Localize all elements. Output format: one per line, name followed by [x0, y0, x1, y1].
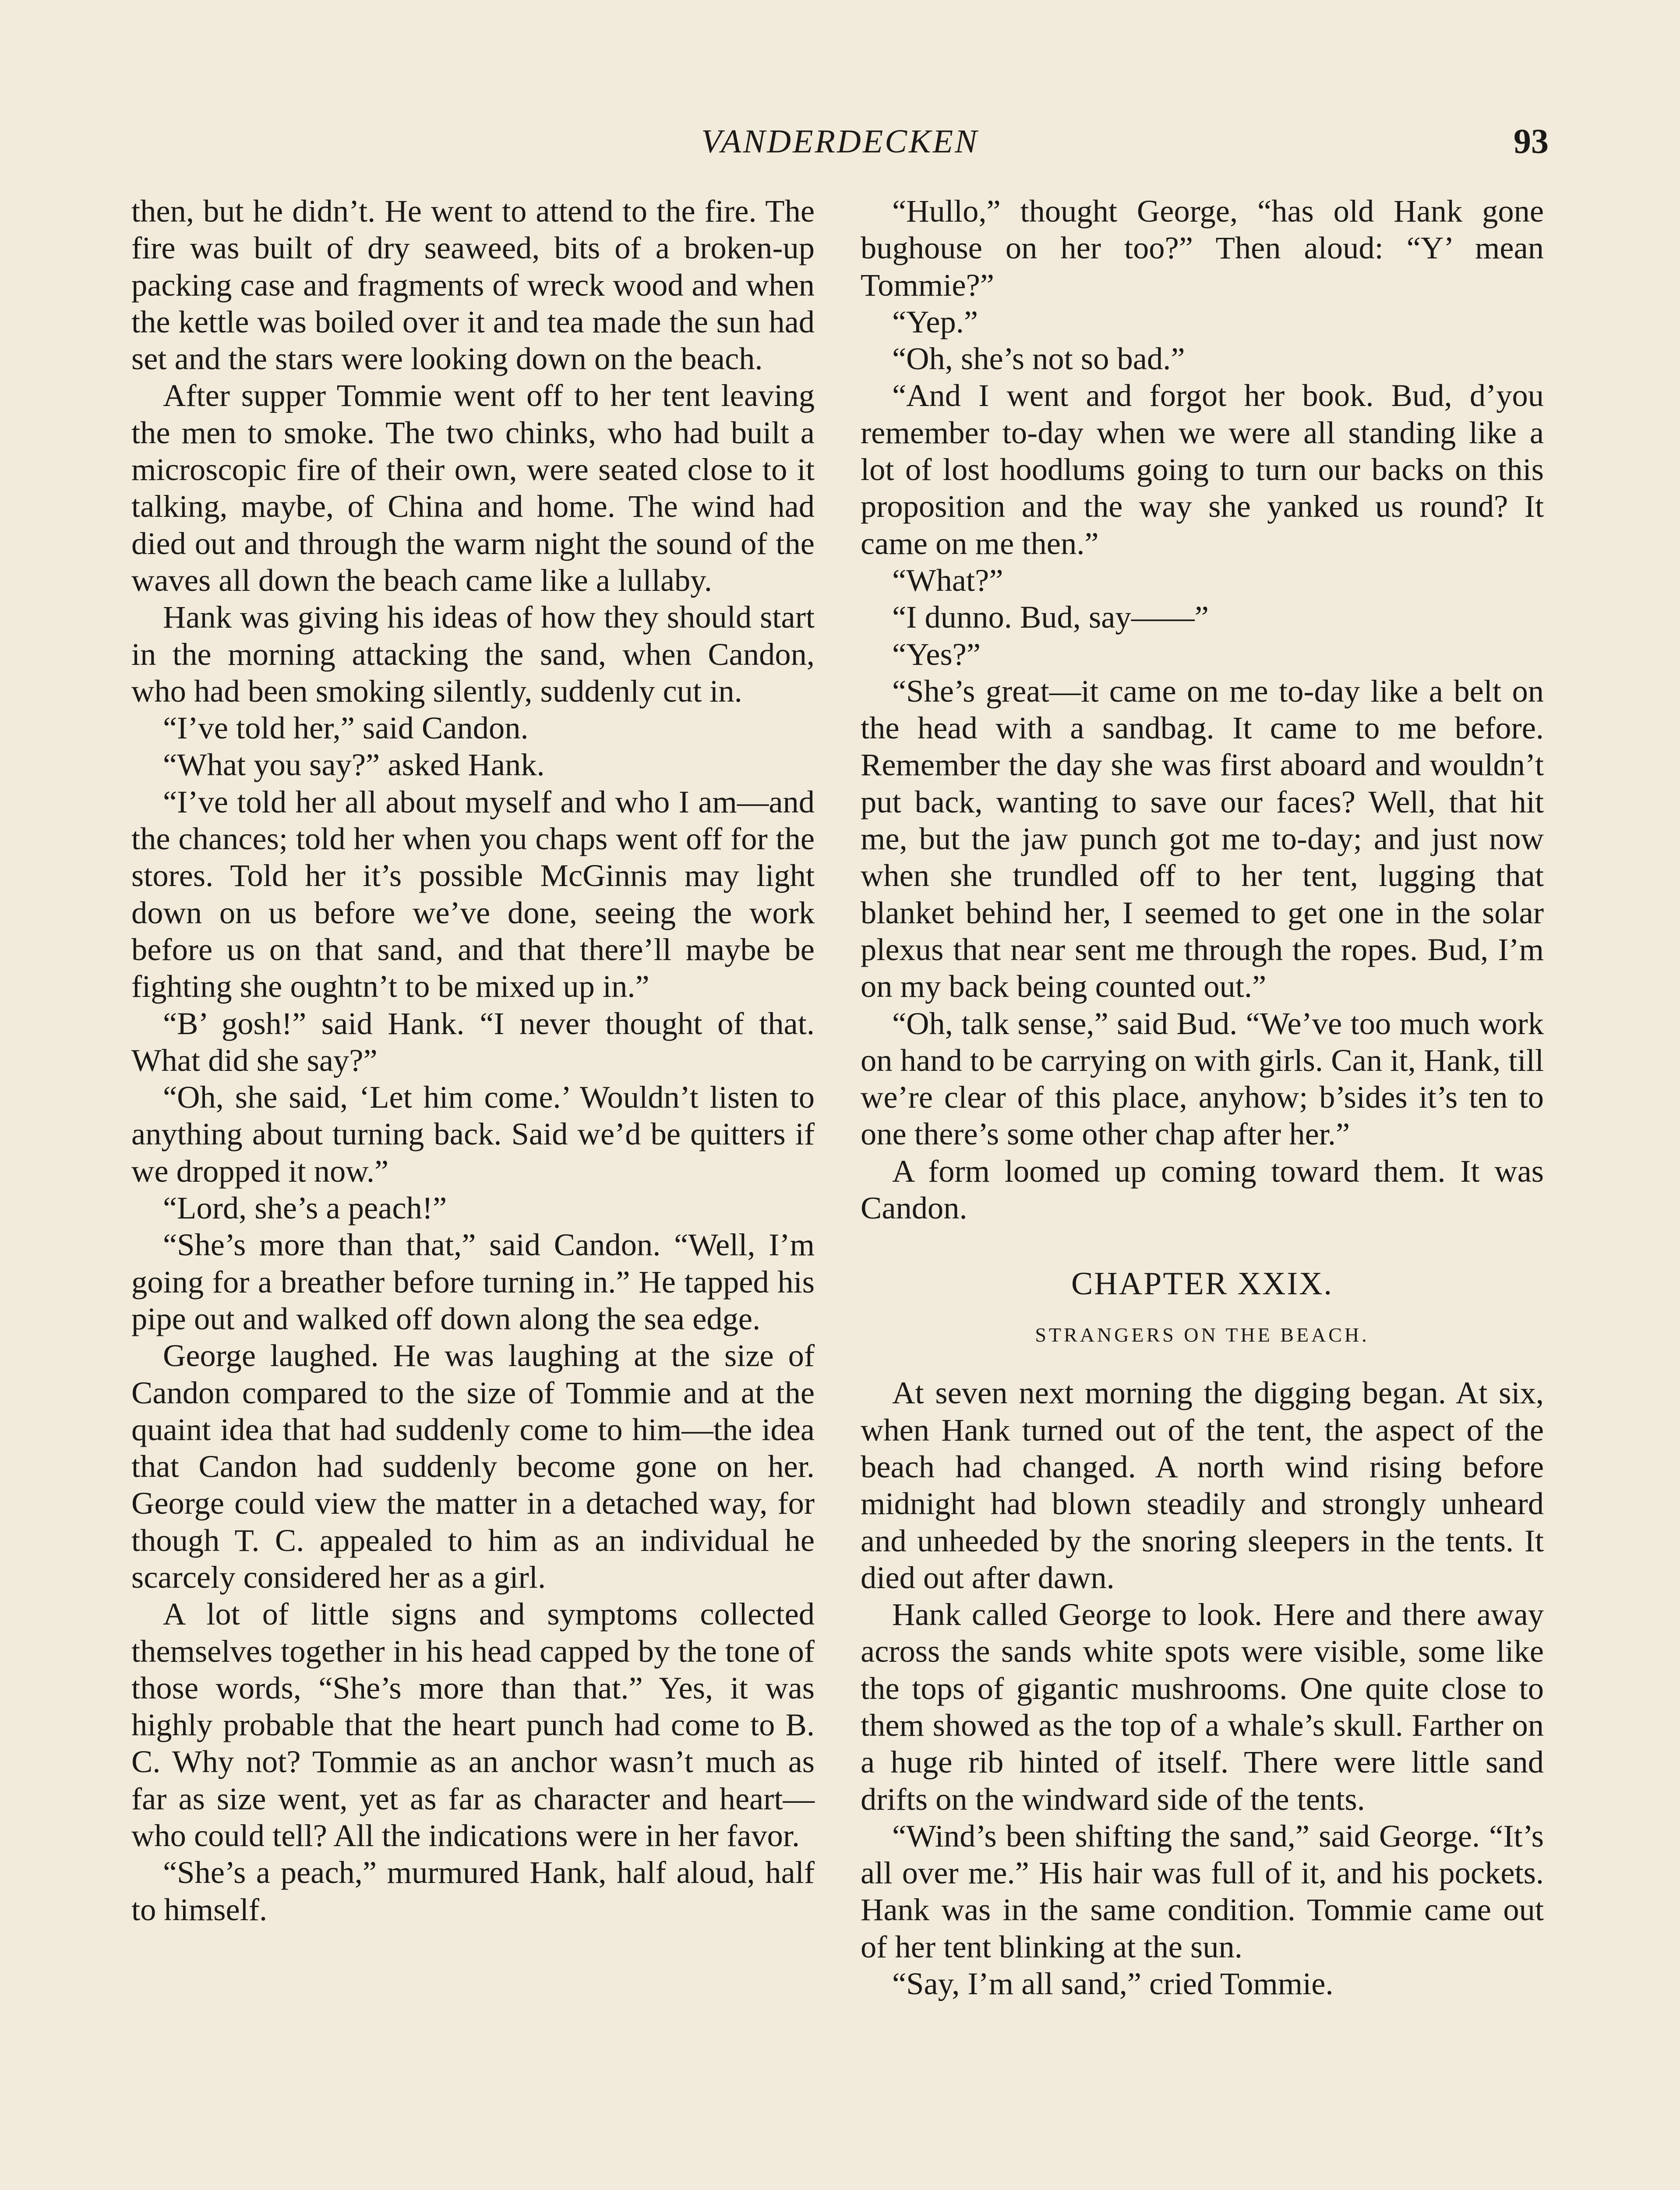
right-column [861, 193, 1544, 2002]
paragraph: then, but he didn’t. He went to attend to the fire. The fire was built of dry seaweed, bits of a broken-up packing case and fragments of wreck wood and when the kettle was boiled over it and tea made the sun had set and the stars were looking down on the beach. [131, 193, 815, 377]
paragraph: A lot of little signs and symptoms collected themselves together in his head capped by the tone of those words, “She’s more than that.” Yes, it was highly probable that the heart punch had come to B. C. Why not? Tommie as an anchor wasn’t much as far as size went, yet as far as character and heart—who could tell? All the indications were in her favor. [131, 1596, 815, 1854]
paragraph: A form loomed up coming toward them. It was Candon. [861, 1153, 1544, 1226]
paragraph: “I’ve told her all about myself and who I am—and the chances; told her when you chaps went off for the stores. Told her it’s possible McGinnis may light down on us before we’ve done, seeing the work before us on that sand, and that there’ll maybe be fighting she oughtn’t to be mixed up in.” [131, 784, 815, 1004]
paragraph: “Lord, she’s a peach!” [163, 1190, 447, 1226]
paragraph: “Wind’s been shifting the sand,” said George. “It’s all over me.” His hair was full of it, and his pockets. Hank was in the same condition. Tommie came out of her tent blinking at the sun. [861, 1818, 1544, 1964]
page-number: 93 [1514, 122, 1549, 161]
running-title: VANDERDECKEN [701, 123, 979, 160]
paragraph: Hank was giving his ideas of how they should start in the morning attacking the sand, when Candon, who had been smoking silently, suddenly cut in. [131, 599, 815, 709]
paragraph: “I dunno. Bud, say——” [892, 599, 1209, 635]
paragraph: “Hullo,” thought George, “has old Hank gone bughouse on her too?” Then aloud: “Y’ mean Tommie?” [861, 193, 1544, 303]
paragraph: “She’s a peach,” murmured Hank, half aloud, half to himself. [131, 1854, 815, 1927]
paragraph: After supper Tommie went off to her tent leaving the men to smoke. The two chinks, who had built a microscopic fire of their own, were seated close to it talking, maybe, of China and home. The wind had died out and through the warm night the sound of the waves all down the beach came like a lullaby. [131, 378, 815, 598]
paragraph: Hank called George to look. Here and there away across the sands white spots were visible, some like the tops of gigantic mushrooms. One quite close to them showed as the top of a whale’s skull. Farther on a huge rib hinted of itself. There were little sand drifts on the windward side of the tents. [861, 1597, 1544, 1817]
paragraph: “I’ve told her,” said Candon. [163, 710, 529, 746]
paragraph: “Say, I’m all sand,” cried Tommie. [892, 1966, 1334, 2002]
paragraph: “What you say?” asked Hank. [163, 747, 545, 783]
paragraph: “Yes?” [892, 636, 981, 672]
paragraph: “She’s great—it came on me to-day like a belt on the head with a sandbag. It came to me before. Remember the day she was first aboard and wouldn’t put back, wanting to save our faces? Well, that hit me, but the jaw punch got me to-day; and just now when she trundled off to her tent, lugging that blanket behind her, I seemed to get one in the solar plexus that near sent me through the ropes. Bud, I’m on my back being counted out.” [861, 673, 1544, 1004]
paragraph: At seven next morning the digging began. At six, when Hank turned out of the tent, the aspect of the beach had changed. A north wind rising before midnight had blown steadily and strongly unheard and unheeded by the snoring sleepers in the tents. It died out after dawn. [861, 1375, 1544, 1595]
paragraph: “Oh, she said, ‘Let him come.’ Wouldn’t listen to anything about turning back. Said we’d be quitters if we dropped it now.” [131, 1079, 815, 1189]
paragraph: “Oh, talk sense,” said Bud. “We’ve too much work on hand to be carrying on with girls. Can it, Hank, till we’re clear of this place, anyhow; b’sides it’s ten to one there’s some other chap after her.” [861, 1005, 1544, 1152]
paragraph: “B’ gosh!” said Hank. “I never thought of that. What did she say?” [131, 1005, 815, 1078]
paragraph: “She’s more than that,” said Candon. “Well, I’m going for a breather before turning in.” He tapped his pipe out and walked off down along the sea edge. [131, 1227, 815, 1336]
chapter-title: CHAPTER XXIX. [1071, 1266, 1334, 1302]
paragraph: “Yep.” [892, 304, 978, 339]
paragraph: George laughed. He was laughing at the size of Candon compared to the size of Tommie and at the quaint idea that had suddenly come to him—the idea that Candon had suddenly become gone on her. George could view the matter in a detached way, for though T. C. appealed to him as an individual he scarcely considered her as a girl. [131, 1338, 815, 1595]
chapter-subtitle: STRANGERS ON THE BEACH. [1035, 1324, 1369, 1346]
paragraph: “What?” [892, 562, 1003, 598]
page-header [131, 117, 1549, 166]
left-column [131, 193, 815, 1928]
paragraph: “Oh, she’s not so bad.” [892, 341, 1185, 377]
paragraph: “And I went and forgot her book. Bud, d’you remember to-day when we were all standing like a lot of lost hoodlums going to turn our backs on this proposition and the way she yanked us round? It came on me then.” [861, 378, 1544, 561]
